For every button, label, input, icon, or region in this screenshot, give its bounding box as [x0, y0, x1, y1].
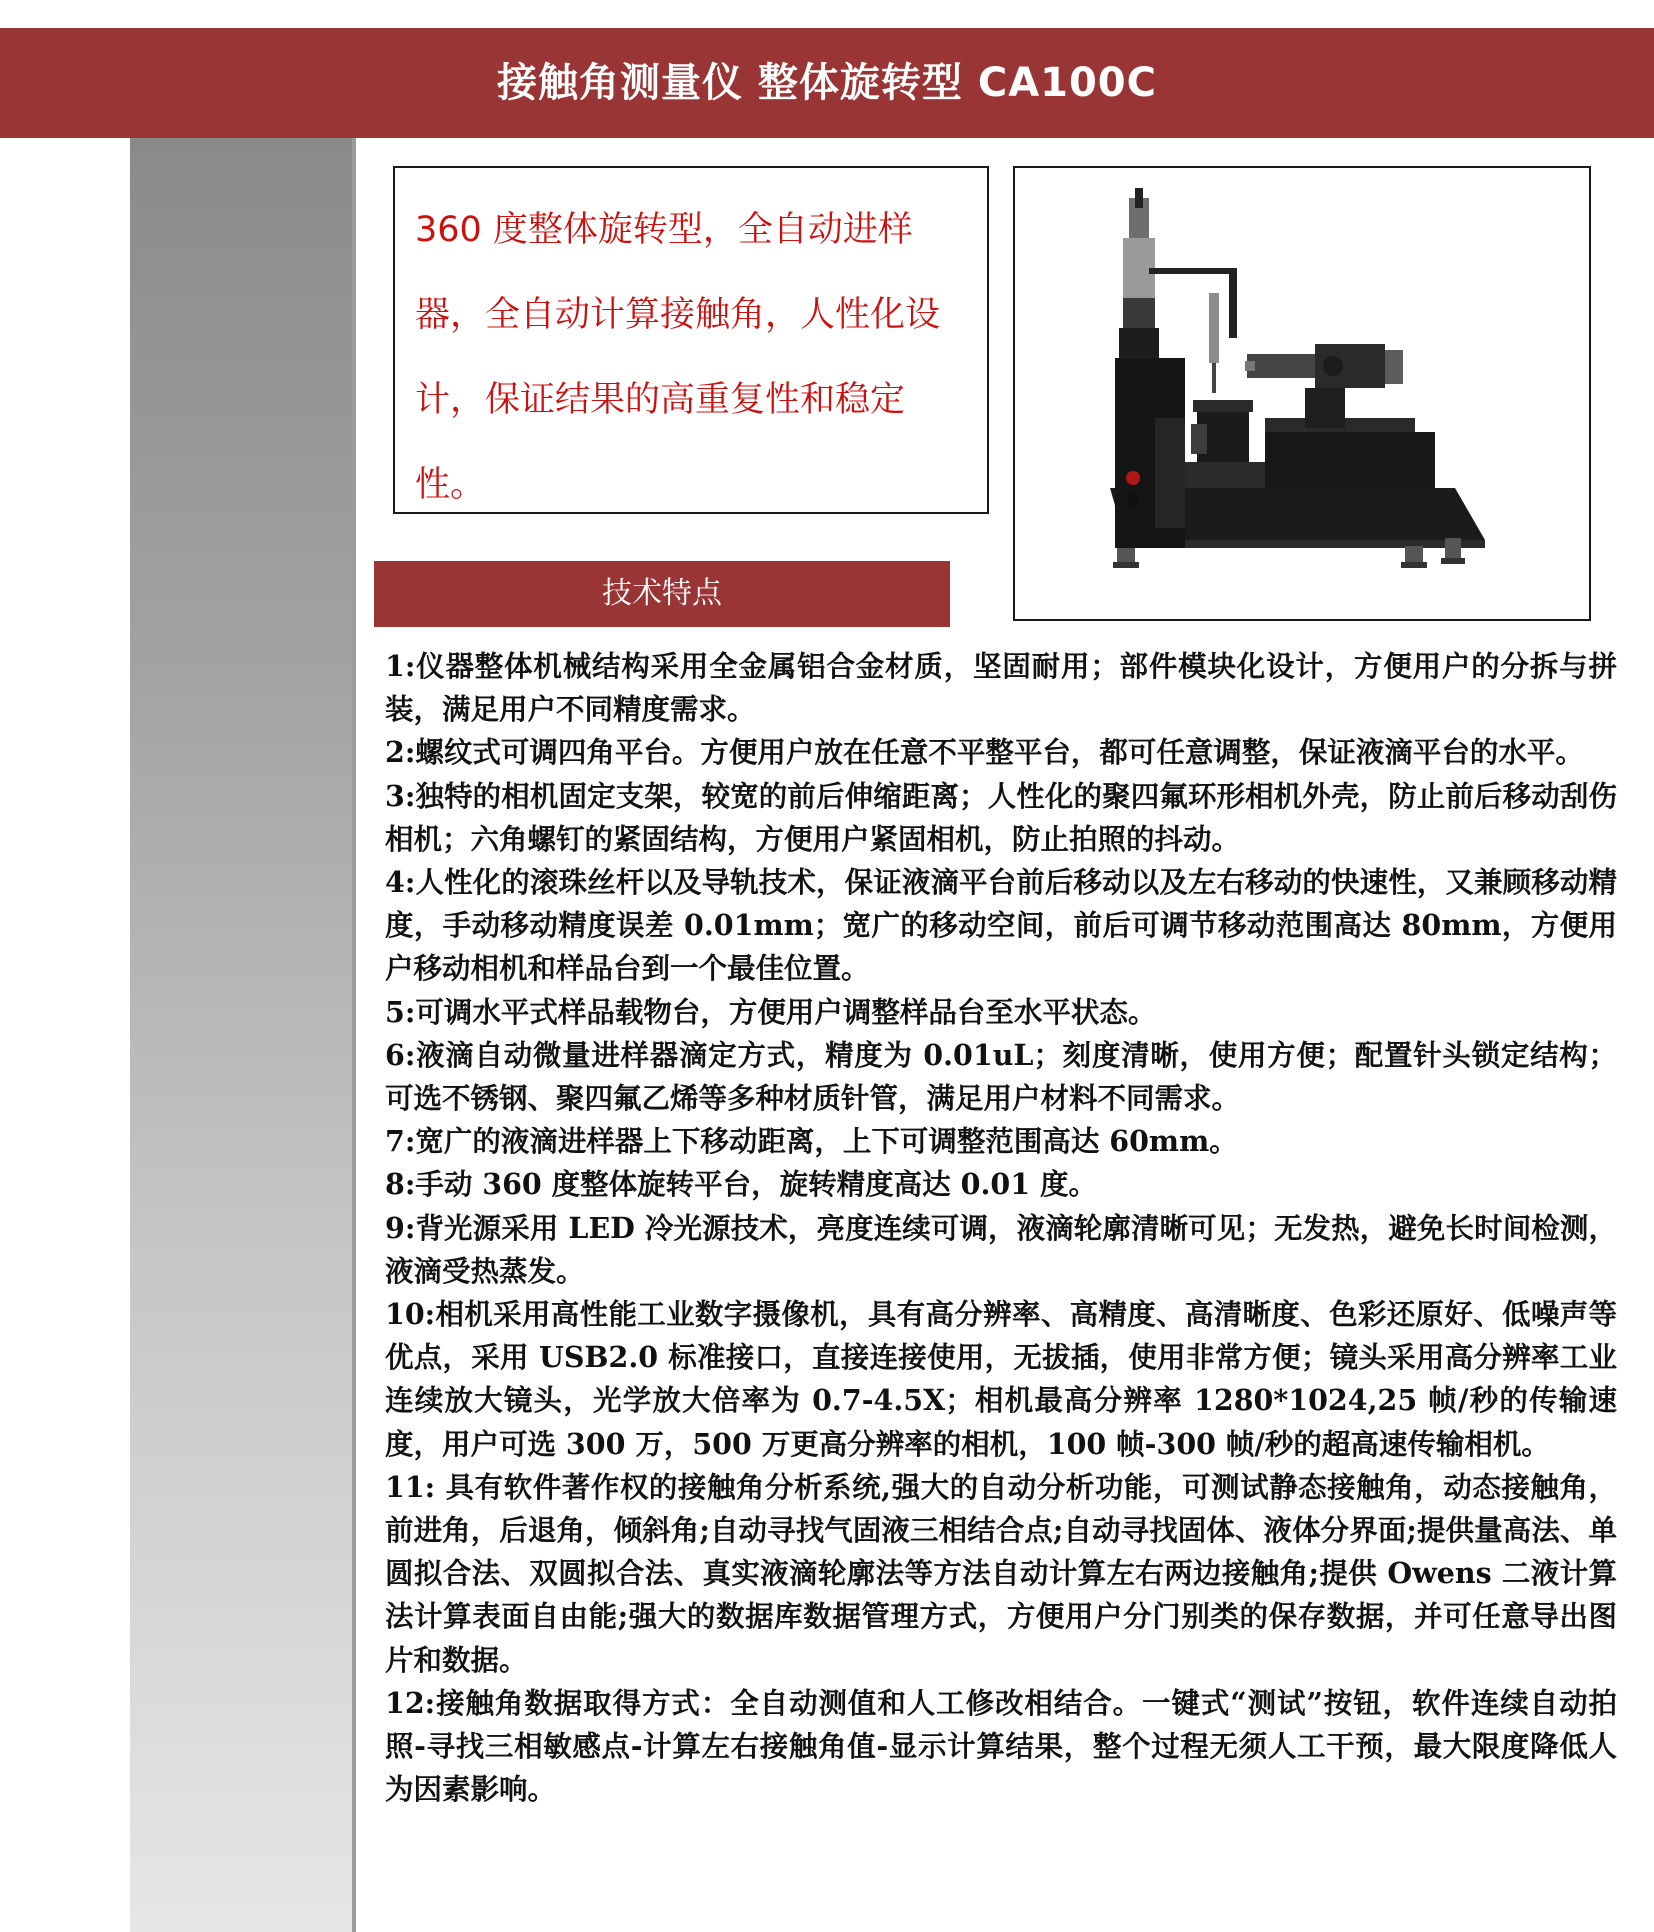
feature-item: 1:仪器整体机械结构采用全金属铝合金材质，坚固耐用；部件模块化设计，方便用户的分拆与拼装，满足用户不同精度需求。 [385, 649, 1617, 727]
feature-item: 12:接触角数据取得方式：全自动测值和人工修改相结合。一键式“测试”按钮，软件连续自动拍照-寻找三相敏感点-计算左右接触角值-显示计算结果，整个过程无须人工干预，最大限度降低人为因素影响。 [385, 1685, 1617, 1807]
feature-item: 10:相机采用高性能工业数字摄像机，具有高分辨率、高精度、高清晰度、色彩还原好、低噪声等优点，采用 USB2.0 标准接口，直接连接使用，无拔插，使用非常方便；镜头采用高分辨率工业连续放大镜头，光学放大倍率为 0.7-4.5X；相机最高分辨率 1280*1024,25 帧/秒的传输速度，用户可选 300 万，500 万更高分辨率的相机，100 帧-300 帧/秒的超高速传输相机。 [385, 1297, 1617, 1461]
left-decorative-bar [130, 138, 352, 1932]
feature-item: 11: 具有软件著作权的接触角分析系统,强大的自动分析功能，可测试静态接触角，动态接触角，前进角，后退角，倾斜角;自动寻找气固液三相结合点;自动寻找固体、液体分界面;提供量高法、单圆拟合法、双圆拟合法、真实液滴轮廓法等方法自动计算左右两边接触角;提供 Owens 二液计算法计算表面自由能;强大的数据库数据管理方式，方便用户分门别类的保存数据，并可任意导出图片和数据。 [385, 1469, 1617, 1677]
intro-text: 360 度整体旋转型，全自动进样器，全自动计算接触角，人性化设计，保证结果的高重复性和稳定性。 [415, 210, 941, 505]
feature-item: 6:液滴自动微量进样器滴定方式，精度为 0.01uL；刻度清晰，使用方便；配置针头锁定结构；可选不锈钢、聚四氟乙烯等多种材质针管，满足用户材料不同需求。 [385, 1037, 1617, 1116]
feature-item: 3:独特的相机固定支架，较宽的前后伸缩距离；人性化的聚四氟环形相机外壳，防止前后移动刮伤相机；六角螺钉的紧固结构，方便用户紧固相机，防止拍照的抖动。 [385, 778, 1617, 856]
feature-item: 5:可调水平式样品载物台，方便用户调整样品台至水平状态。 [385, 994, 1157, 1029]
intro-box [393, 166, 989, 514]
feature-item: 8:手动 360 度整体旋转平台，旋转精度高达 0.01 度。 [385, 1167, 1097, 1202]
feature-item: 4:人性化的滚珠丝杆以及导轨技术，保证液滴平台前后移动以及左右移动的快速性，又兼顾移动精度，手动移动精度误差 0.01mm；宽广的移动空间，前后可调节移动范围高达 80mm，方便用户移动相机和样品台到一个最佳位置。 [385, 865, 1617, 986]
left-bar-edge [352, 138, 356, 1932]
page-title: 接触角测量仪 整体旋转型 CA100C [496, 60, 1157, 106]
feature-item: 9:背光源采用 LED 冷光源技术，亮度连续可调，液滴轮廓清晰可见；无发热，避免长时间检测，液滴受热蒸发。 [385, 1210, 1617, 1288]
section-title: 技术特点 [602, 576, 722, 611]
feature-item: 7:宽广的液滴进样器上下移动距离，上下可调整范围高达 60mm。 [385, 1124, 1238, 1159]
feature-item: 2:螺纹式可调四角平台。方便用户放在任意不平整平台，都可任意调整，保证液滴平台的水平。 [385, 735, 1584, 770]
feature-list [385, 645, 1617, 1811]
contact-angle-instrument-photo-icon [1015, 168, 1589, 619]
product-photo [1013, 166, 1591, 621]
